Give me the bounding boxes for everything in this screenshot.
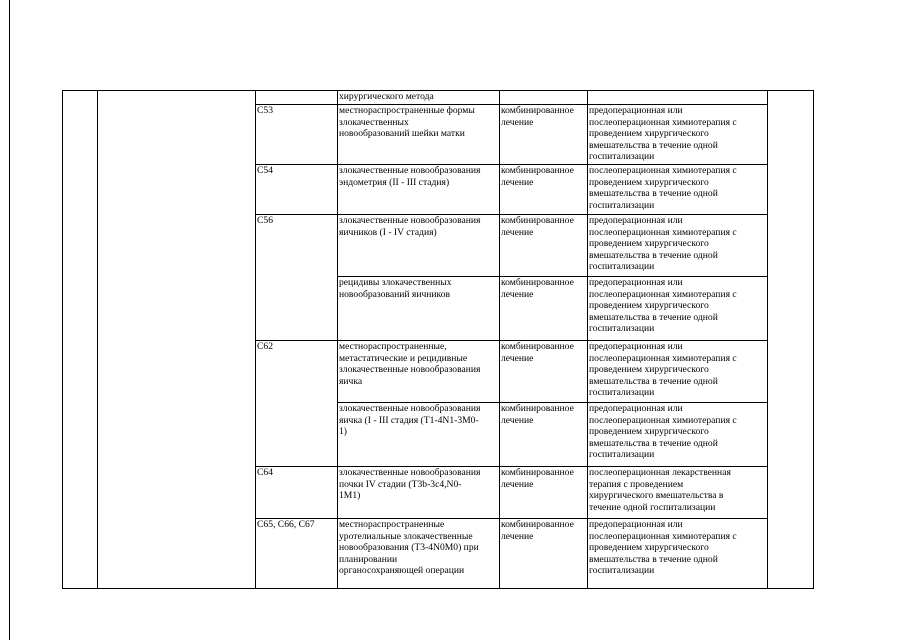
condition-cell: местнораспространенные формы злокачественных новообразований шейки матки xyxy=(338,105,500,165)
condition-cell: рецидивы злокачественных новообразований яичников xyxy=(338,277,500,341)
treatment-methods-table xyxy=(62,90,814,589)
condition-cell: злокачественные новообразования яичников (I - IV стадия) xyxy=(338,215,500,277)
treatment-type-cell: комбинированное лечение xyxy=(500,165,588,215)
treatment-type-cell: комбинированное лечение xyxy=(500,467,588,519)
treatment-method-cell: предоперационная или послеоперационная химиотерапия с проведением хирургического вмешательства в течение одной госпитализации xyxy=(588,519,768,589)
treatment-type-cell: комбинированное лечение xyxy=(500,341,588,403)
page-binding-edge xyxy=(0,0,10,640)
condition-cell: злокачественные новообразования эндометрия (II - III стадия) xyxy=(338,165,500,215)
condition-cell: злокачественные новообразования почки IV стадии (T3b-3c4,N0- 1M1) xyxy=(338,467,500,519)
treatment-type-cell: комбинированное лечение xyxy=(500,403,588,467)
treatment-type-cell: комбинированное лечение xyxy=(500,105,588,165)
empty-cell-number xyxy=(63,91,98,589)
treatment-type-cell xyxy=(500,91,588,105)
icd-code-cell: C53 xyxy=(256,105,338,165)
icd-code-cell: C62 xyxy=(256,341,338,467)
treatment-method-cell: предоперационная или послеоперационная химиотерапия с проведением хирургического вмешательства в течение одной госпитализации xyxy=(588,277,768,341)
treatment-type-cell: комбинированное лечение xyxy=(500,277,588,341)
treatment-method-cell: предоперационная или послеоперационная химиотерапия с проведением хирургического вмешательства в течение одной госпитализации xyxy=(588,105,768,165)
condition-cell: хирургического метода xyxy=(338,91,500,105)
condition-cell: злокачественные новообразования яичка (I - III стадия (T1-4N1-3M0- 1) xyxy=(338,403,500,467)
empty-cell-tariff xyxy=(768,91,814,589)
icd-code-cell: C54 xyxy=(256,165,338,215)
treatment-method-cell: предоперационная или послеоперационная химиотерапия с проведением хирургического вмешательства в течение одной госпитализации xyxy=(588,215,768,277)
icd-code-cell xyxy=(256,91,338,105)
condition-cell: местнораспространенные уротелиальные злокачественные новообразования (T3-4N0M0) при планировании органосохраняющей операции xyxy=(338,519,500,589)
treatment-method-cell: послеоперационная лекарственная терапия с проведением хирургического вмешательства в течение одной госпитализации xyxy=(588,467,768,519)
icd-code-cell: C64 xyxy=(256,467,338,519)
treatment-method-cell: предоперационная или послеоперационная химиотерапия с проведением хирургического вмешательства в течение одной госпитализации xyxy=(588,341,768,403)
treatment-method-cell: предоперационная или послеоперационная химиотерапия с проведением хирургического вмешательства в течение одной госпитализации xyxy=(588,403,768,467)
icd-code-cell: C56 xyxy=(256,215,338,341)
treatment-method-cell xyxy=(588,91,768,105)
condition-cell: местнораспространенные, метастатические и рецидивные злокачественные новообразования яичка xyxy=(338,341,500,403)
empty-cell-group xyxy=(98,91,256,589)
treatment-type-cell: комбинированное лечение xyxy=(500,519,588,589)
icd-code-cell: C65, C66, C67 xyxy=(256,519,338,589)
treatment-type-cell: комбинированное лечение xyxy=(500,215,588,277)
treatment-method-cell: послеоперационная химиотерапия с проведением хирургического вмешательства в течение одной госпитализации xyxy=(588,165,768,215)
table-row xyxy=(63,91,814,105)
